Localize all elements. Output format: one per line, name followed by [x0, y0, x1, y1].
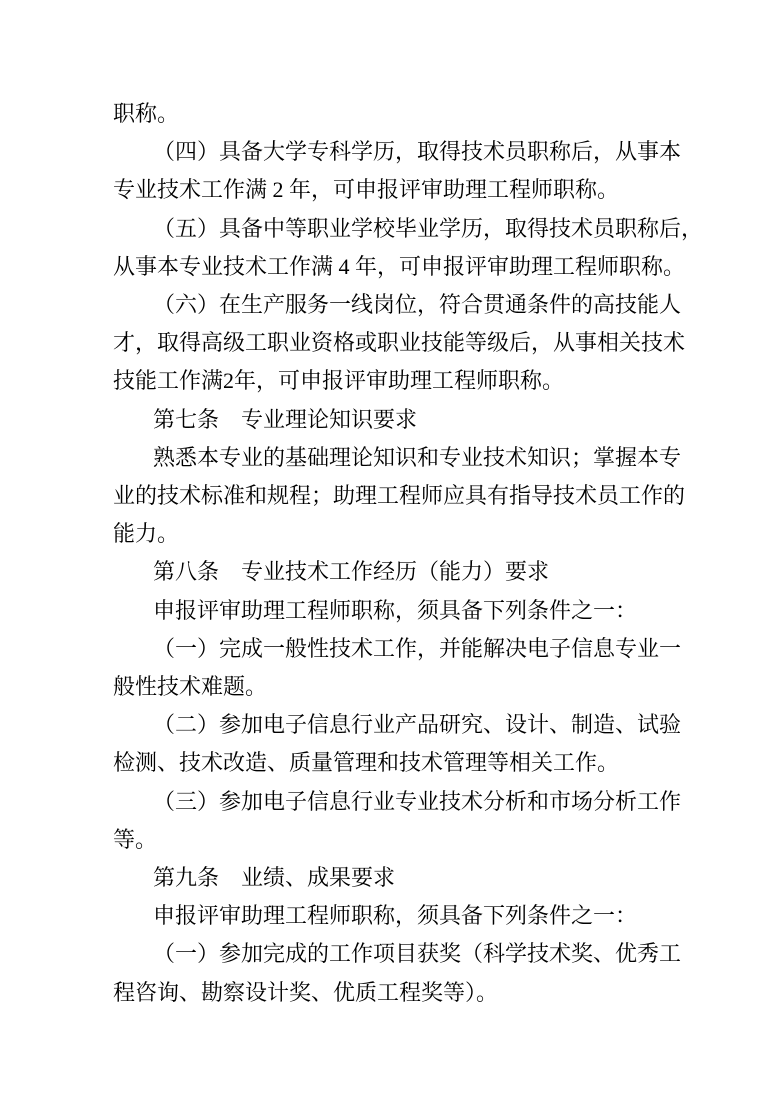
document-text-block: [113, 95, 704, 1012]
text-line: 第八条 专业技术工作经历（能力）要求: [153, 559, 550, 585]
text-line: 业的技术标准和规程；助理工程师应具有指导技术员工作的: [113, 483, 686, 509]
text-line: （四）具备大学专科学历，取得技术员职称后，从事本: [153, 139, 682, 165]
text-line: 才，取得高级工职业资格或职业技能等级后，从事相关技术: [113, 330, 686, 356]
text-line: （一）完成一般性技术工作，并能解决电子信息专业一: [153, 635, 682, 661]
text-line: 职称。: [113, 101, 180, 126]
text-line: 技能工作满2年，可申报评审助理工程师职称。: [113, 368, 565, 394]
text-line: （一）参加完成的工作项目获奖（科学技术奖、优秀工: [153, 941, 682, 967]
text-line: 熟悉本专业的基础理论知识和专业技术知识；掌握本专: [153, 444, 682, 470]
text-line: 从事本专业技术工作满 4 年，可申报评审助理工程师职称。: [113, 253, 686, 279]
text-line: 申报评审助理工程师职称，须具备下列条件之一：: [153, 597, 638, 623]
text-line: 般性技术难题。: [113, 674, 268, 700]
text-line: 申报评审助理工程师职称，须具备下列条件之一：: [153, 903, 638, 929]
text-line: 能力。: [113, 521, 180, 547]
text-line: （六）在生产服务一线岗位，符合贯通条件的高技能人: [153, 292, 682, 318]
text-line: 检测、技术改造、质量管理和技术管理等相关工作。: [113, 750, 620, 776]
text-line: 第七条 专业理论知识要求: [153, 406, 418, 432]
text-line: 专业技术工作满 2 年，可申报评审助理工程师职称。: [113, 177, 620, 203]
text-line: （五）具备中等职业学校毕业学历，取得技术员职称后，: [153, 215, 704, 241]
text-line: 等。: [113, 826, 158, 852]
text-line: （三）参加电子信息行业专业技术分析和市场分析工作: [153, 788, 682, 814]
text-line: 第九条 业绩、成果要求: [153, 865, 396, 891]
text-line: 程咨询、勘察设计奖、优质工程奖等）。: [113, 979, 499, 1005]
text-line: （二）参加电子信息行业产品研究、设计、制造、试验: [153, 712, 682, 738]
